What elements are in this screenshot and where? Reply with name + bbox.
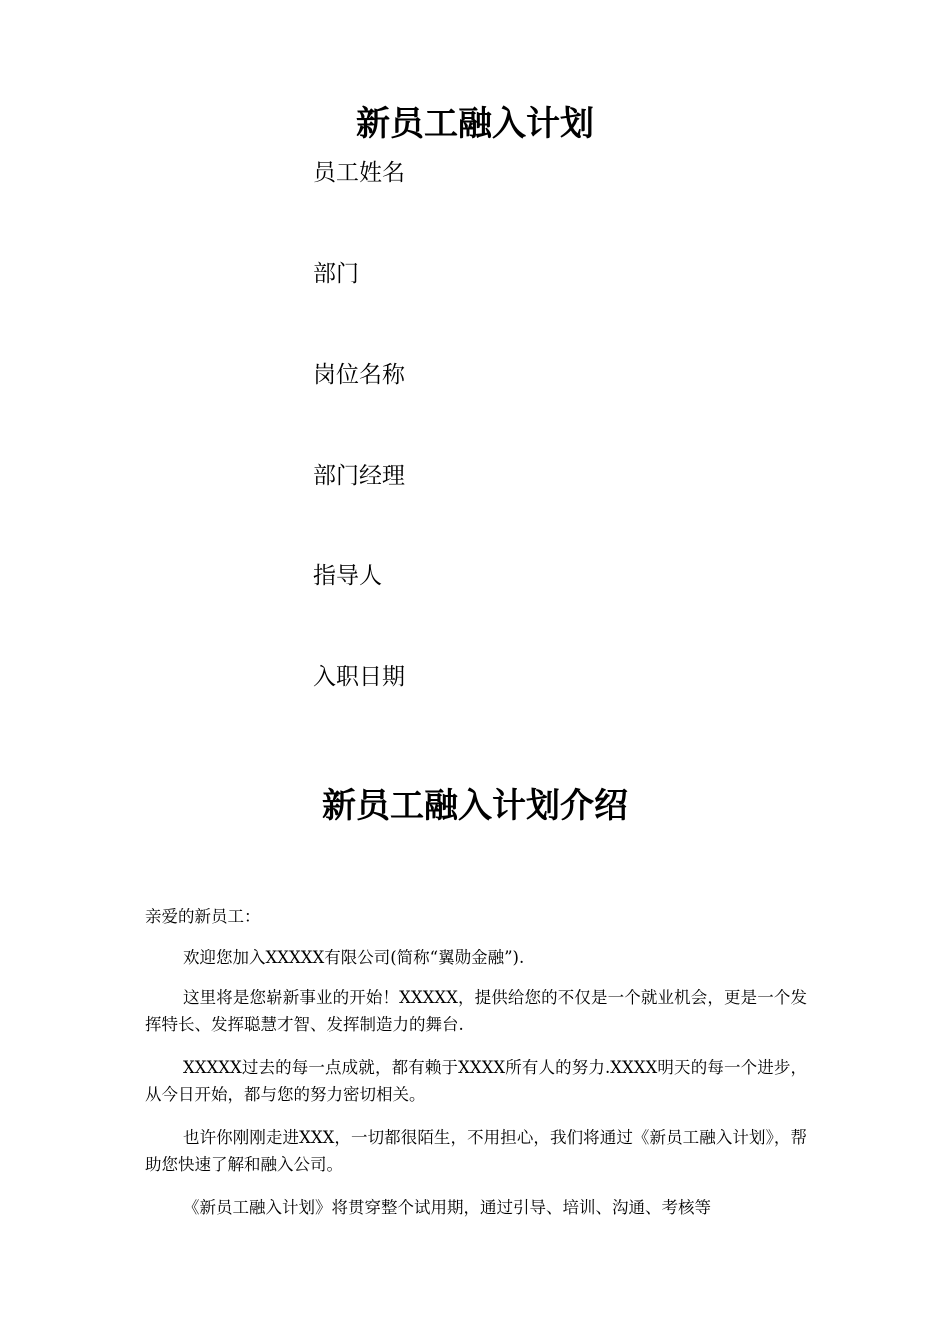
paragraph: 这里将是您崭新事业的开始！XXXXX，提供给您的不仅是一个就业机会，更是一个发挥特长、发挥聪慧才智、发挥制造力的舞台. xyxy=(145,988,807,1034)
field-start-date: 入职日期 xyxy=(313,664,405,690)
paragraph: XXXXX过去的每一点成就，都有赖于XXXX所有人的努力.XXXX明天的每一个进步，从今日开始，都与您的努力密切相关。 xyxy=(145,1058,807,1104)
intro-title: 新员工融入计划介绍 xyxy=(322,786,628,826)
field-employee-name: 员工姓名 xyxy=(313,160,405,186)
paragraph: 也许你刚刚走进XXX，一切都很陌生，不用担心，我们将通过《新员工融入计划》，帮助您快速了解和融入公司。 xyxy=(145,1128,807,1174)
paragraph: 《新员工融入计划》将贯穿整个试用期，通过引导、培训、沟通、考核等 xyxy=(183,1198,711,1217)
greeting: 亲爱的新员工： xyxy=(145,907,261,926)
field-mentor: 指导人 xyxy=(313,563,382,589)
document-title: 新员工融入计划 xyxy=(356,104,594,144)
field-department: 部门 xyxy=(313,261,359,287)
paragraph: 欢迎您加入XXXXX有限公司(简称“翼勋金融”). xyxy=(183,948,525,967)
field-position: 岗位名称 xyxy=(313,362,405,388)
field-department-manager: 部门经理 xyxy=(313,463,405,489)
